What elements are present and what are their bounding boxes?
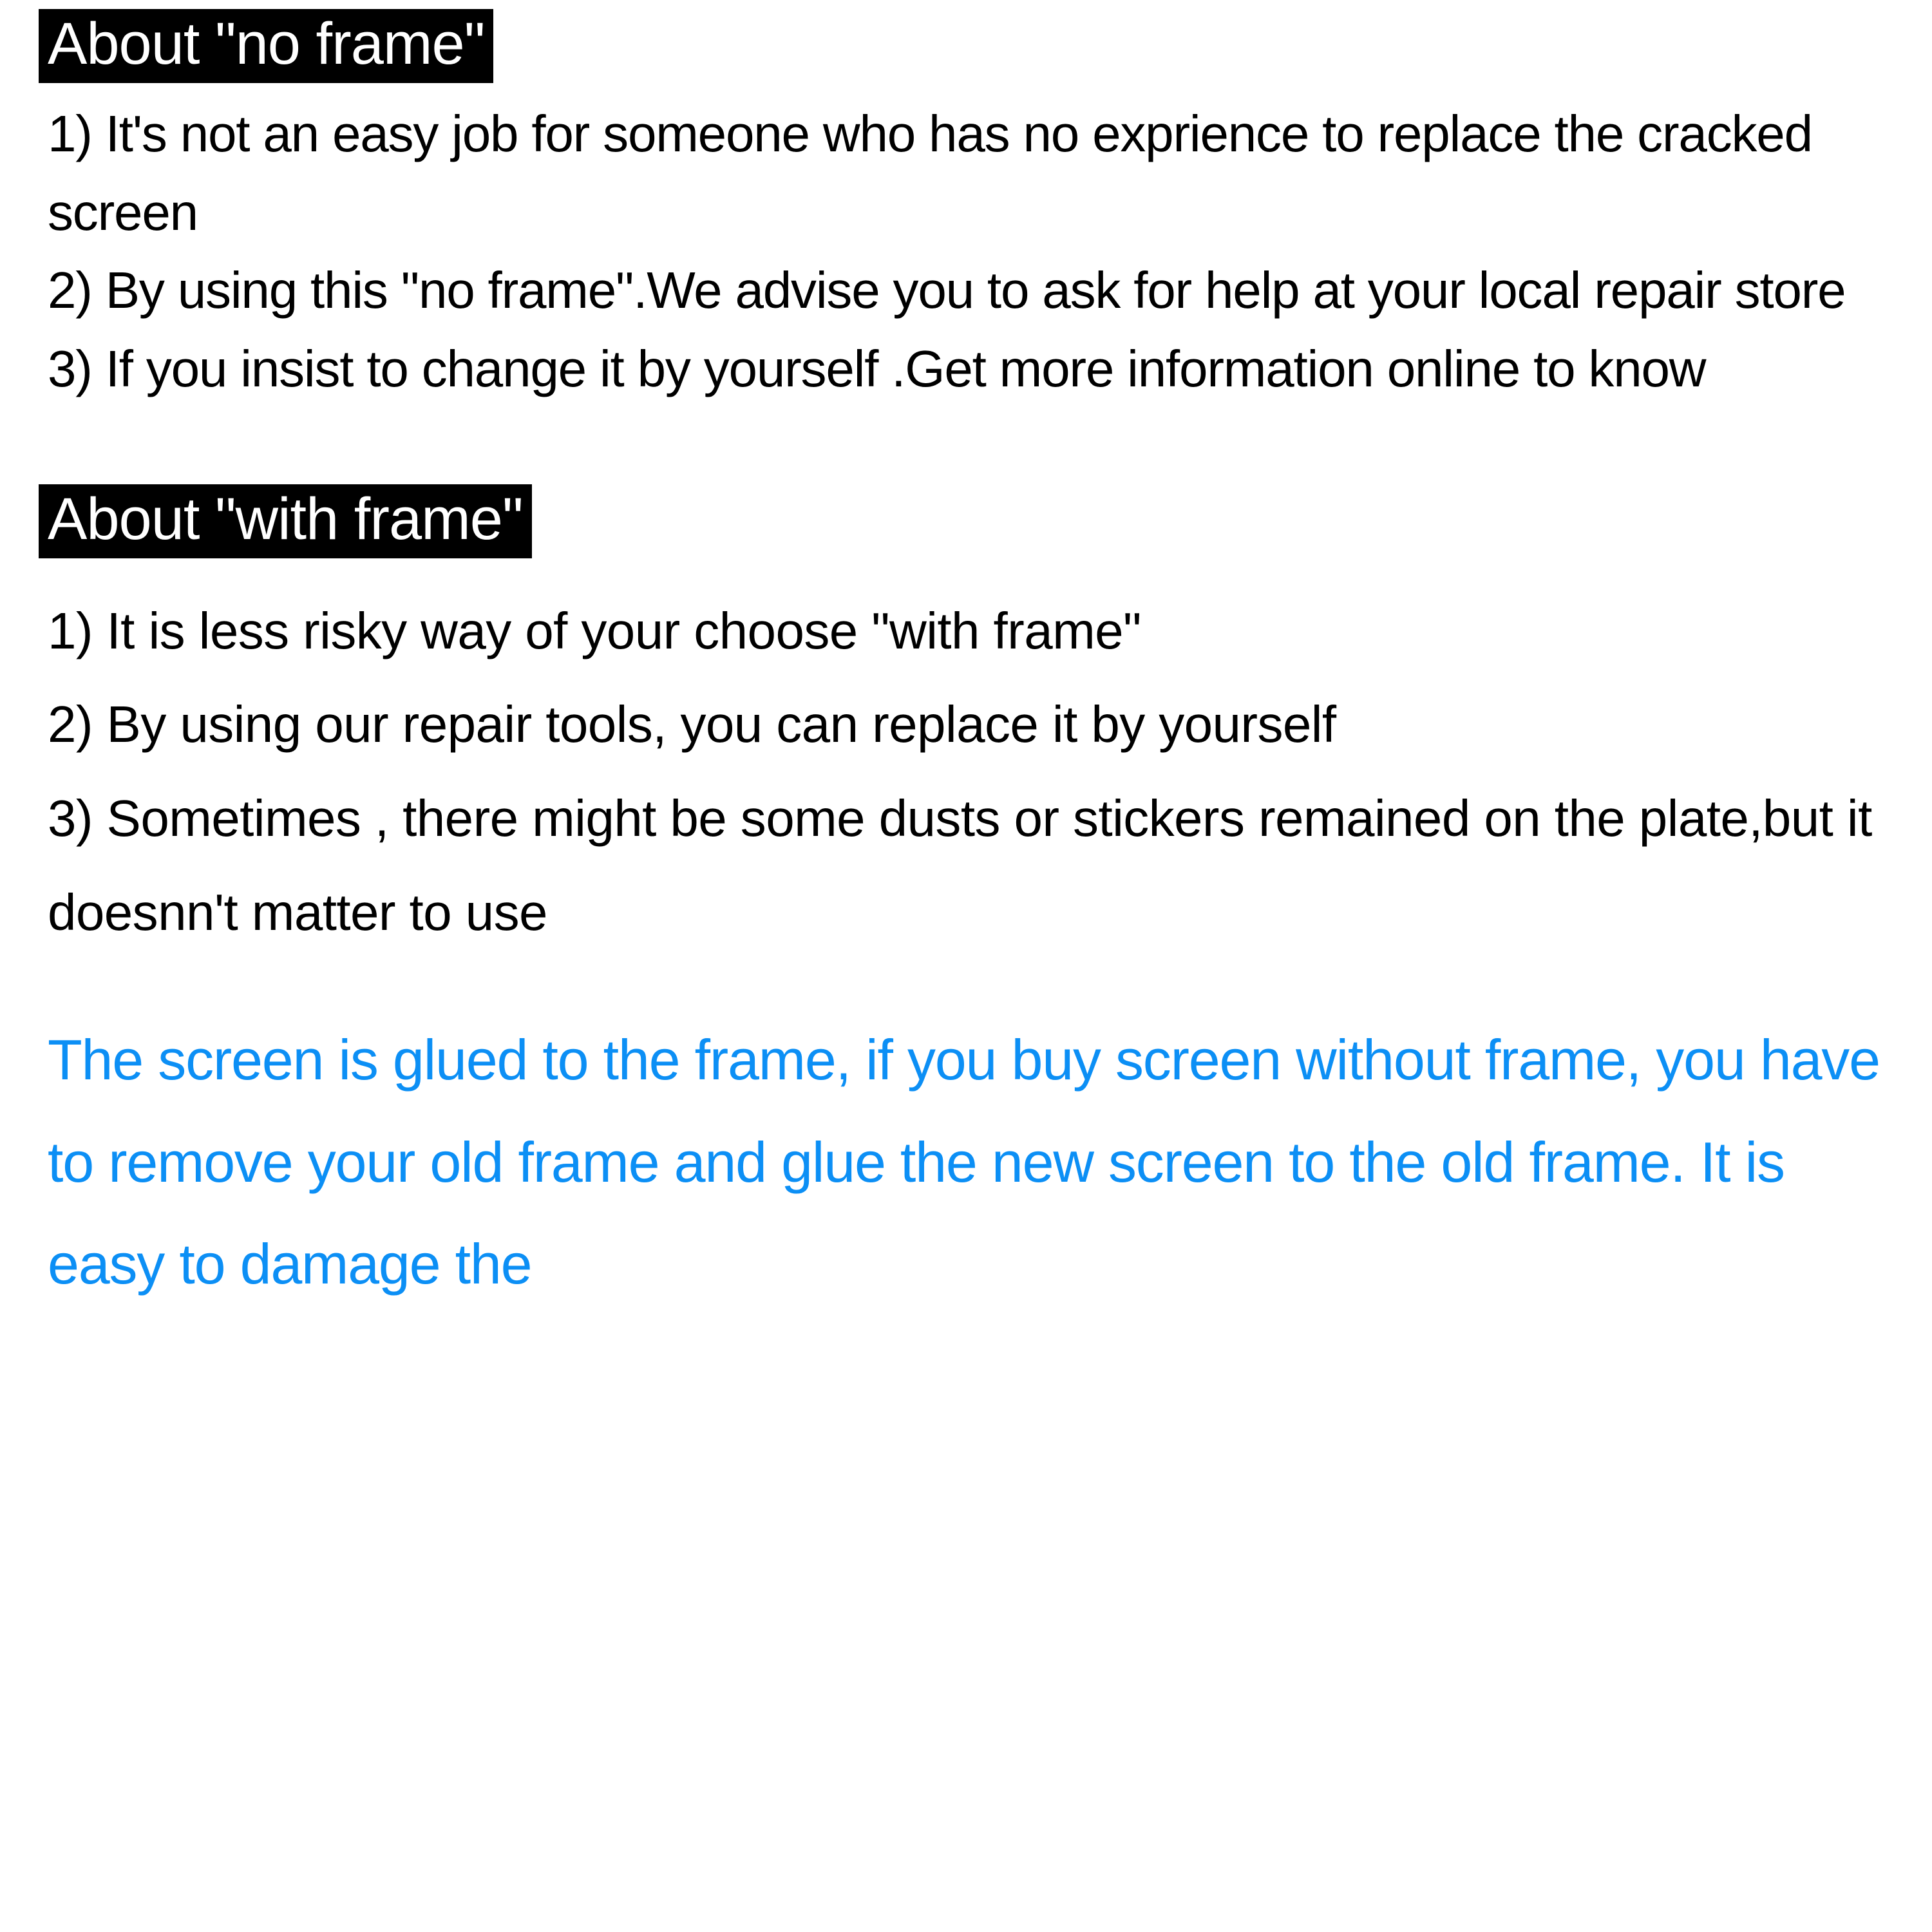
with-frame-item-1: 1) It is less risky way of your choose "with frame" [48,601,1141,659]
heading-wrap-no-frame [39,9,1893,83]
glue-warning-note: The screen is glued to the frame, if you buy screen without frame, you have to remove your old frame and glue the new screen to the old frame. It is easy to damage the [48,1028,1880,1296]
no-frame-item-1: 1) It's not an easy job for someone who has no exprience to replace the cracked screen [48,105,1812,241]
with-frame-item-3: 3) Sometimes , there might be some dusts or stickers remained on the plate,but it doesnn't matter to use [48,789,1872,941]
section-no-frame [39,9,1893,408]
no-frame-item-2: 2) By using this "no frame".We advise you to ask for help at your local repair store [48,261,1846,319]
note-spacer [39,959,1893,1009]
section-with-frame [39,484,1893,960]
no-frame-item-3: 3) If you insist to change it by yourself .Get more information online to know [48,339,1706,397]
section-spacer [39,408,1893,484]
heading-gap [39,558,1893,584]
heading-wrap-with-frame [39,484,1893,558]
with-frame-item-2: 2) By using our repair tools, you can replace it by yourself [48,696,1336,753]
section-heading-with-frame: About "with frame" [39,484,532,558]
section-heading-no-frame: About "no frame" [39,9,493,83]
